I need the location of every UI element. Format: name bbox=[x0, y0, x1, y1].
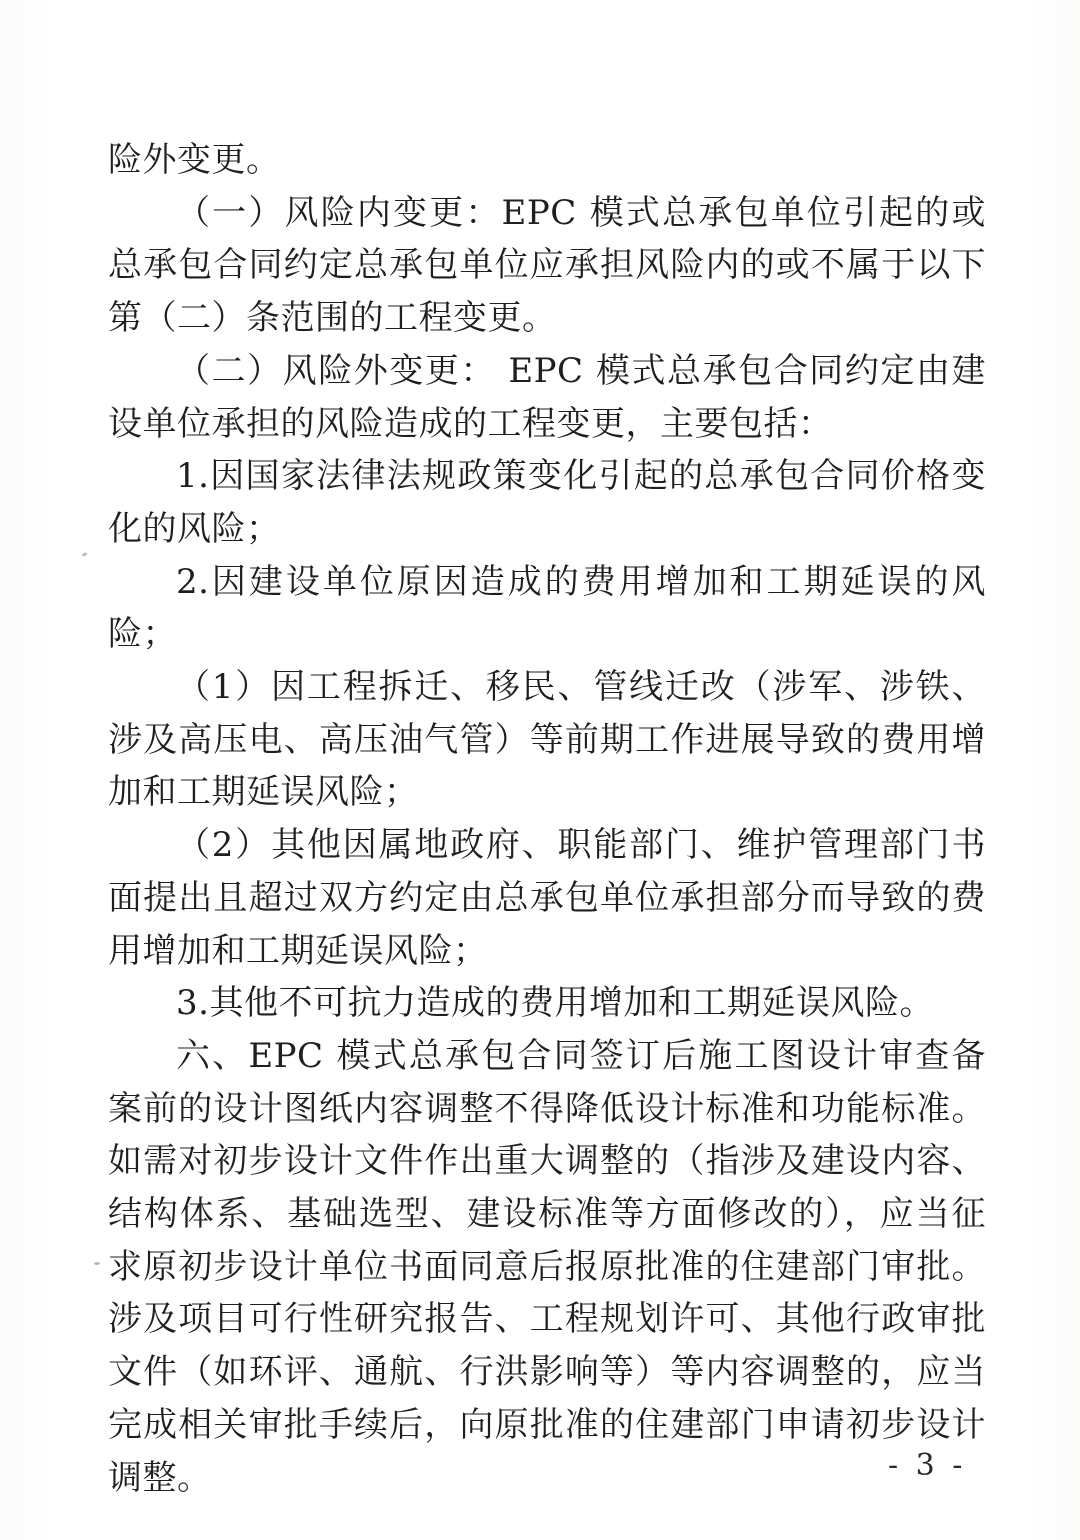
paragraph: 3.其他不可抗力造成的费用增加和工期延误风险。 bbox=[176, 983, 934, 1024]
paragraph: （二）风险外变更： EPC 模式总承包合同约定由建设单位承担的风险造成的工程变更，主要包括： bbox=[108, 350, 986, 444]
paragraph: （一）风险内变更：EPC 模式总承包单位引起的或总承包合同约定总承包单位应承担风险内的或不属于以下第（二）条范围的工程变更。 bbox=[108, 192, 986, 339]
scan-speck bbox=[94, 1262, 100, 1265]
paragraph: 2.因建设单位原因造成的费用增加和工期延误的风险； bbox=[108, 561, 986, 655]
page-number: - 3 - bbox=[888, 1448, 967, 1483]
paragraph: 险外变更。 bbox=[108, 140, 281, 180]
paragraph: 六、EPC 模式总承包合同签订后施工图设计审查备案前的设计图纸内容调整不得降低设计标准和功能标准。如需对初步设计文件作出重大调整的（指涉及建设内容、结构体系、基础选型、建设标准等方面修改的），应当征求原初步设计单位书面同意后报原批准的住建部门审批。涉及项目可行性研究报告、工程规划许可、其他行政审批文件（如环评、通航、行洪影响等）等内容调整的，应当完成相关审批手续后，向原批准的住建部门申请初步设计调整。 bbox=[108, 1035, 986, 1498]
document-body bbox=[108, 134, 986, 1504]
paragraph: （2）其他因属地政府、职能部门、维护管理部门书面提出且超过双方约定由总承包单位承担部分而导致的费用增加和工期延误风险； bbox=[108, 825, 986, 971]
paragraph: 1.因国家法律法规政策变化引起的总承包合同价格变化的风险； bbox=[108, 456, 986, 549]
scan-speck bbox=[82, 552, 88, 557]
paragraph: （1）因工程拆迁、移民、管线迁改（涉军、涉铁、涉及高压电、高压油气管）等前期工作进展导致的费用增加和工期延误风险； bbox=[108, 667, 986, 813]
